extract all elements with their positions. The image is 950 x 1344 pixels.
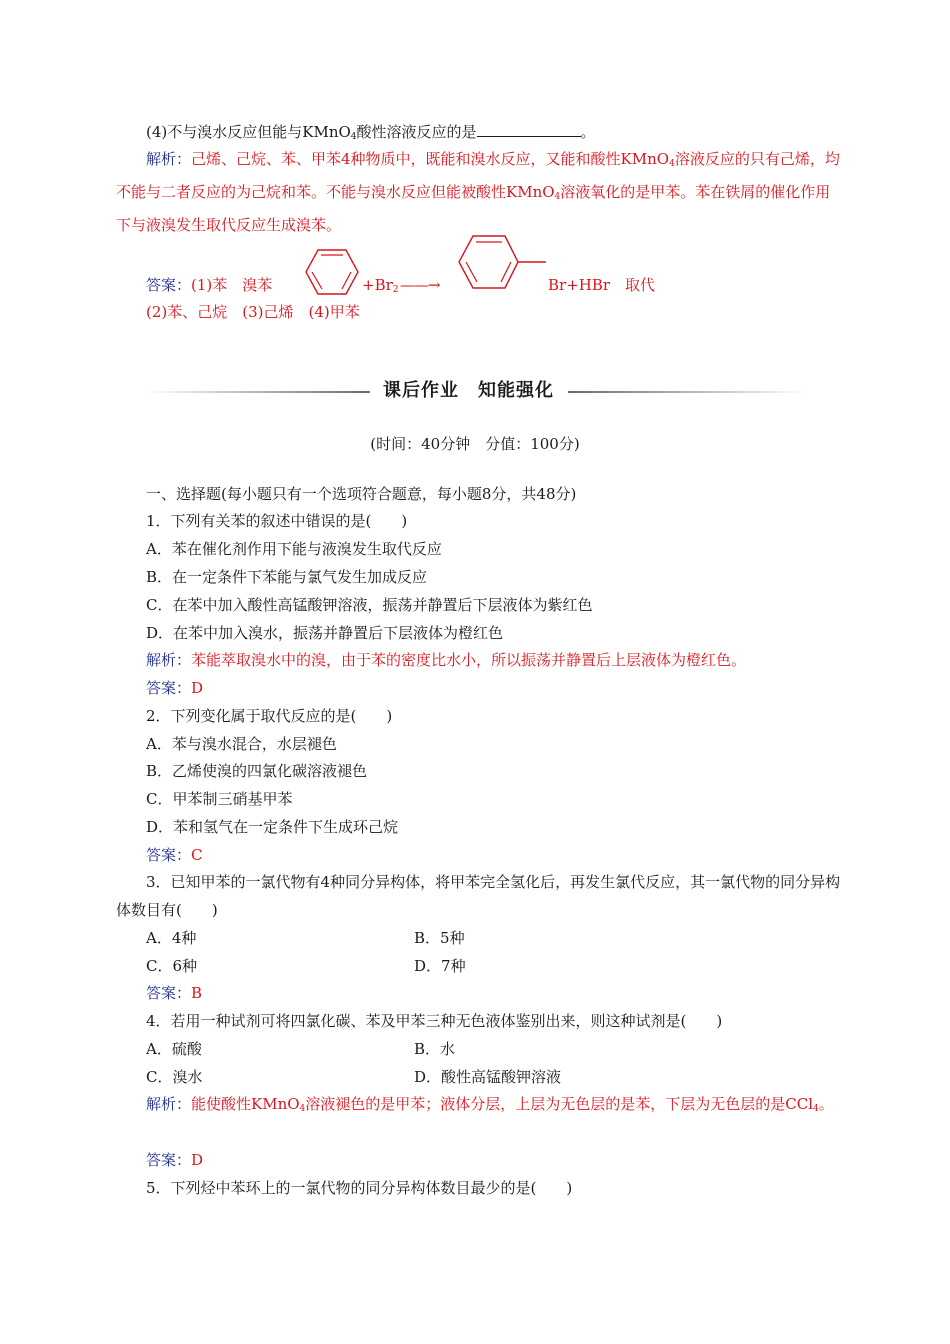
option: D．苯和氢气在一定条件下生成环己烷	[146, 818, 399, 836]
option: B．在一定条件下苯能与氯气发生加成反应	[146, 568, 428, 586]
option: C．在苯中加入酸性高锰酸钾溶液，振荡并静置后下层液体为紫红色	[146, 596, 593, 614]
reaction-arrow: ——→	[400, 276, 440, 294]
option: D．7种	[414, 957, 466, 975]
benzene-ring-icon	[304, 248, 360, 296]
option: A．苯与溴水混合，水层褪色	[146, 735, 337, 753]
option: B．水	[414, 1040, 456, 1058]
analysis-label: 解析：	[146, 150, 192, 168]
reagent-br2: $+Br_2$	[362, 276, 399, 295]
answer-prev-line2: (2)苯、己烷 (3)己烯 (4)甲苯	[146, 303, 360, 321]
question-stem: 1．下列有关苯的叙述中错误的是( )	[146, 512, 408, 530]
question-stem: 4．若用一种试剂可将四氯化碳、苯及甲苯三种无色液体鉴别出来，则这种试剂是( )	[146, 1012, 723, 1030]
section-title: 课后作业 知能强化	[383, 380, 554, 401]
analysis-prev: 解析：己烯、己烷、苯、甲苯4种物质中，既能和溴水反应，又能和酸性KMnO$_4$溶液反应的只有己烯，均不能与二者反应的为己烷和苯。不能与溴水反应但能被酸性KMnO$_4$溶液氧化的是甲苯。苯在铁屑的催化作用下与液溴发生取代反应生成溴苯。	[116, 150, 840, 234]
question-4-prev: (4)不与溴水反应但能与KMnO$_4$酸性溶液反应的是 。	[146, 123, 596, 142]
option: C．6种	[146, 957, 198, 975]
answer: 答案：B	[146, 984, 203, 1002]
analysis: 解析：苯能萃取溴水中的溴，由于苯的密度比水小，所以振荡并静置后上层液体为橙红色。	[146, 651, 747, 669]
option: A．4种	[146, 929, 197, 947]
heading-rule-right	[568, 391, 808, 393]
option: C．甲苯制三硝基甲苯	[146, 790, 293, 808]
analysis: 解析：能使酸性KMnO$_4$溶液褪色的是甲苯；液体分层，上层为无色层的是苯，下层为无色层的是CCl$_4$。	[146, 1095, 834, 1114]
option: C．溴水	[146, 1068, 203, 1086]
answer-blank	[477, 122, 581, 137]
part-header: 一、选择题(每小题只有一个选项符合题意，每小题8分，共48分)	[146, 485, 577, 503]
option: A．硫酸	[146, 1040, 202, 1058]
reaction-product: Br+HBr 取代	[548, 276, 656, 294]
option: B．5种	[414, 929, 465, 947]
option: D．在苯中加入溴水，振荡并静置后下层液体为橙红色	[146, 624, 504, 642]
answer-prev-line1: 答案：(1)苯 溴苯	[146, 276, 273, 294]
question-stem: 2．下列变化属于取代反应的是( )	[146, 707, 393, 725]
heading-rule-left	[146, 391, 370, 393]
answer: 答案：C	[146, 846, 203, 864]
question-stem: 3．已知甲苯的一氯代物有4种同分异构体，将甲苯完全氢化后，再发生氯代反应，其一氯代物的同分异构体数目有( )	[116, 873, 841, 919]
bromobenzene-ring-icon	[456, 234, 548, 290]
answer: 答案：D	[146, 679, 204, 697]
time-score-info: (时间：40分钟 分值：100分)	[370, 435, 580, 453]
answer: 答案：D	[146, 1151, 204, 1169]
answer-label: 答案：	[146, 276, 192, 294]
option: A．苯在催化剂作用下能与液溴发生取代反应	[146, 540, 442, 558]
question-stem: 5．下列烃中苯环上的一氯代物的同分异构体数目最少的是( )	[146, 1179, 573, 1197]
section-heading	[0, 376, 950, 406]
option: B．乙烯使溴的四氯化碳溶液褪色	[146, 762, 368, 780]
option: D．酸性高锰酸钾溶液	[414, 1068, 562, 1086]
